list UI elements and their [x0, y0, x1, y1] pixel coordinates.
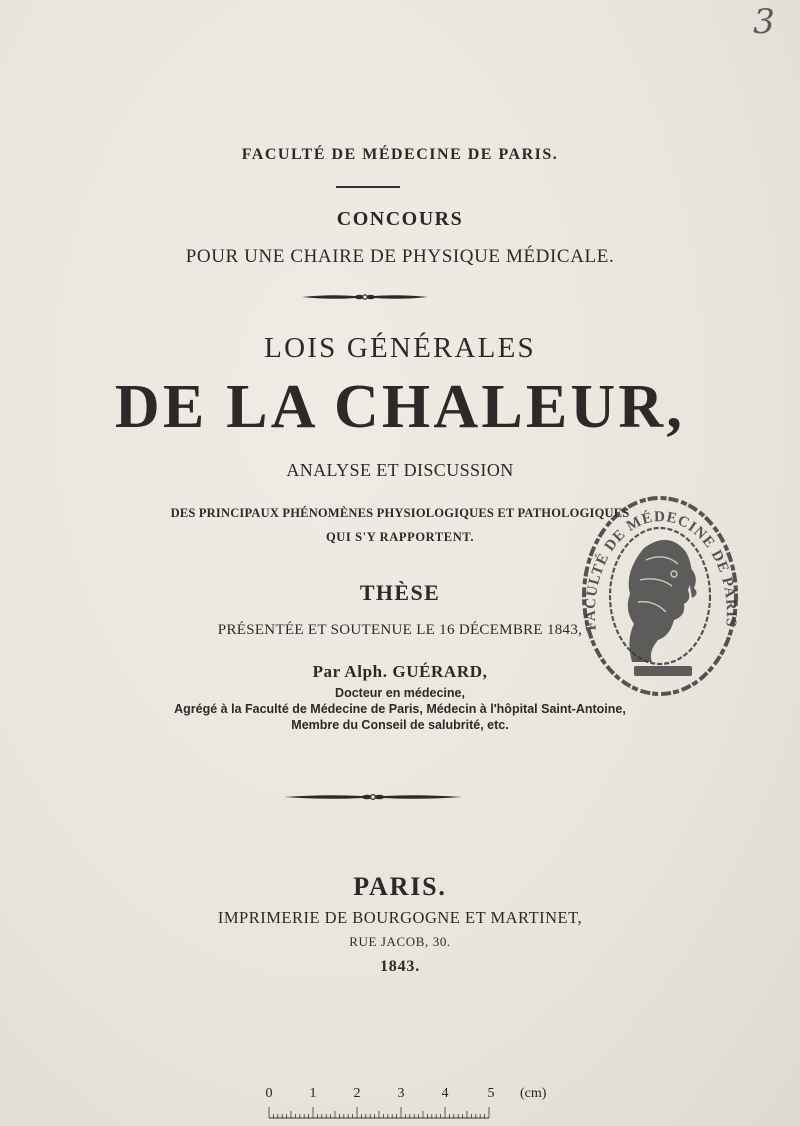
author-title-1: Docteur en médecine, [335, 686, 465, 700]
imprint-city: PARIS. [353, 872, 447, 901]
svg-text:FACULTÉ DE MÉDECINE DE PARIS: FACULTÉ DE MÉDECINE DE PARIS [582, 509, 739, 632]
scale-label: 1 [309, 1086, 317, 1101]
scale-unit: (cm) [520, 1086, 547, 1101]
scale-ticks [262, 1106, 502, 1120]
imprint-year: 1843. [380, 958, 420, 975]
author-title-3: Membre du Conseil de salubrité, etc. [291, 718, 509, 732]
author-name: Par Alph. GUÉRARD, [312, 662, 488, 681]
short-rule [336, 186, 400, 188]
scale-bar [262, 1086, 552, 1122]
these-heading: THÈSE [359, 580, 441, 605]
scale-label: 2 [353, 1086, 361, 1101]
scale-label: 0 [265, 1086, 273, 1101]
ornament-rule-bottom [282, 790, 464, 804]
chair-subtitle: POUR UNE CHAIRE DE PHYSIQUE MÉDICALE. [185, 246, 615, 267]
analyse-subtitle: ANALYSE ET DISCUSSION [286, 460, 514, 480]
main-title: DE LA CHALEUR, [114, 373, 686, 441]
library-stamp-icon [574, 490, 742, 702]
imprint-address: RUE JACOB, 30. [349, 934, 451, 949]
concours-heading: CONCOURS [336, 208, 464, 230]
author-title-2: Agrégé à la Faculté de Médecine de Paris, Médecin à l'hôpital Saint-Antoine, [174, 702, 626, 716]
faculty-heading: FACULTÉ DE MÉDECINE DE PARIS. [241, 146, 559, 163]
lois-generales-title: LOIS GÉNÉRALES [264, 332, 536, 364]
page-number: 3 [753, 2, 775, 42]
scale-label: 3 [397, 1086, 405, 1101]
imprint-printer: IMPRIMERIE DE BOURGOGNE ET MARTINET, [217, 908, 583, 927]
qui-line: QUI S'Y RAPPORTENT. [325, 530, 475, 544]
ornament-rule-top [300, 290, 430, 304]
scale-label: 4 [441, 1086, 449, 1101]
defense-date-line: PRÉSENTÉE ET SOUTENUE LE 16 DÉCEMBRE 1843, [217, 622, 583, 638]
scale-label: 5 [487, 1086, 495, 1101]
phenomena-line: DES PRINCIPAUX PHÉNOMÈNES PHYSIOLOGIQUES ET PATHOLOGIQUES [170, 506, 630, 520]
